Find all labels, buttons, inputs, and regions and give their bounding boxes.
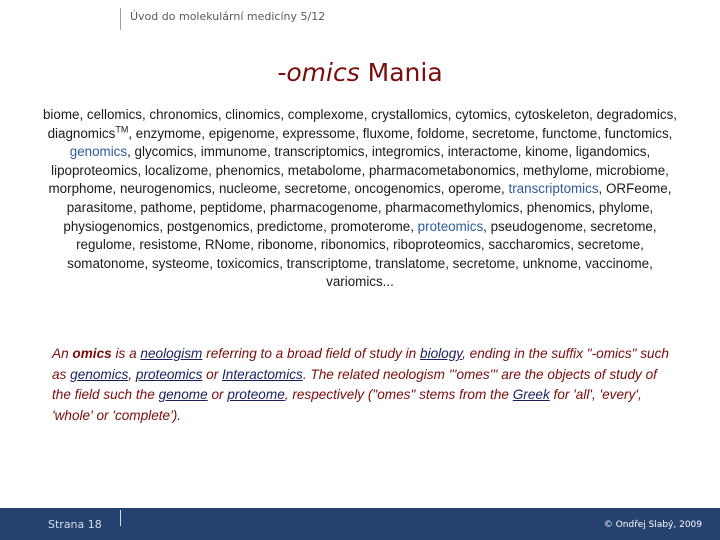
definition-text: is a [111, 346, 141, 361]
list-text: , glycomics, immunome, transcriptomics, integromics, interactome, kinome, ligandomics, lipoproteomics, localizome, phenomics, metabolome, pharmacometabonomics, methylome, microbiome, morphome, neurogenomics, nucleome, secretome, oncogenomics, operome, [48, 144, 669, 197]
definition-text: for 'all', 'every', 'whole' or 'complete'). [52, 387, 642, 423]
definition-text: , respectively ("omes" stems from the [284, 387, 513, 402]
slide-title-italic: -omics [277, 58, 360, 87]
list-text: , pseudogenome, secretome, regulome, resistome, RNome, ribonome, ribonomics, riboproteomics, saccharomics, secretome, somatonome, systeome, toxicomics, transcriptome, translatome, secretome, unknome, vaccinome, variomics... [67, 218, 657, 290]
definition-text: referring to a broad field of study in [202, 346, 421, 361]
list-text: , enzymome, epigenome, expressome, fluxome, foldome, secretome, functome, functomics, [128, 125, 673, 141]
link-neologism[interactable]: neologism [140, 346, 203, 361]
link-interactomics[interactable]: Interactomics [222, 366, 303, 382]
definition-text: , [128, 366, 136, 382]
trademark-superscript: TM [115, 124, 129, 135]
link-proteome[interactable]: proteome [227, 387, 285, 402]
definition-text: , ending in the suffix "-omics" such as [52, 346, 669, 382]
link-proteomics[interactable]: proteomics [135, 366, 203, 382]
definition-term-omics: omics [72, 346, 112, 361]
link-biology[interactable]: biology [420, 346, 463, 361]
footer-divider [120, 510, 121, 526]
header-divider [120, 8, 121, 30]
list-text: , ORFeome, parasitome, pathome, peptidome, pharmacogenome, pharmacomethylomics, phenomics, phylome, physiogenomics, postgenomics, predictome, promoterome, [63, 181, 672, 234]
highlight-genomics: genomics [69, 144, 128, 160]
slide-title [0, 58, 720, 87]
highlight-transcriptomics: transcriptomics [508, 181, 599, 197]
definition-text: or [207, 387, 228, 402]
highlight-proteomics: proteomics [417, 218, 484, 234]
link-genome[interactable]: genome [158, 387, 208, 402]
definition-text: or [202, 366, 223, 382]
definition-text: . The related neologism '''omes''' are the objects of study of the field such the [52, 366, 657, 402]
link-greek[interactable]: Greek [512, 387, 550, 402]
omics-definition [52, 344, 672, 426]
slide-title-rest: Mania [359, 58, 443, 87]
definition-text: An [52, 346, 73, 361]
header-bar [0, 0, 720, 32]
header-title: Úvod do molekulární medicíny 5/12 [130, 10, 326, 23]
copyright: © Ondřej Slabý, 2009 [603, 520, 702, 530]
omics-list [34, 106, 686, 292]
link-genomics[interactable]: genomics [70, 366, 129, 382]
page-number: Strana 18 [48, 518, 102, 531]
list-text: biome, cellomics, chronomics, clinomics, complexome, crystallomics, cytomics, cytoskeleton, degradomics, diagnomics [42, 107, 677, 141]
